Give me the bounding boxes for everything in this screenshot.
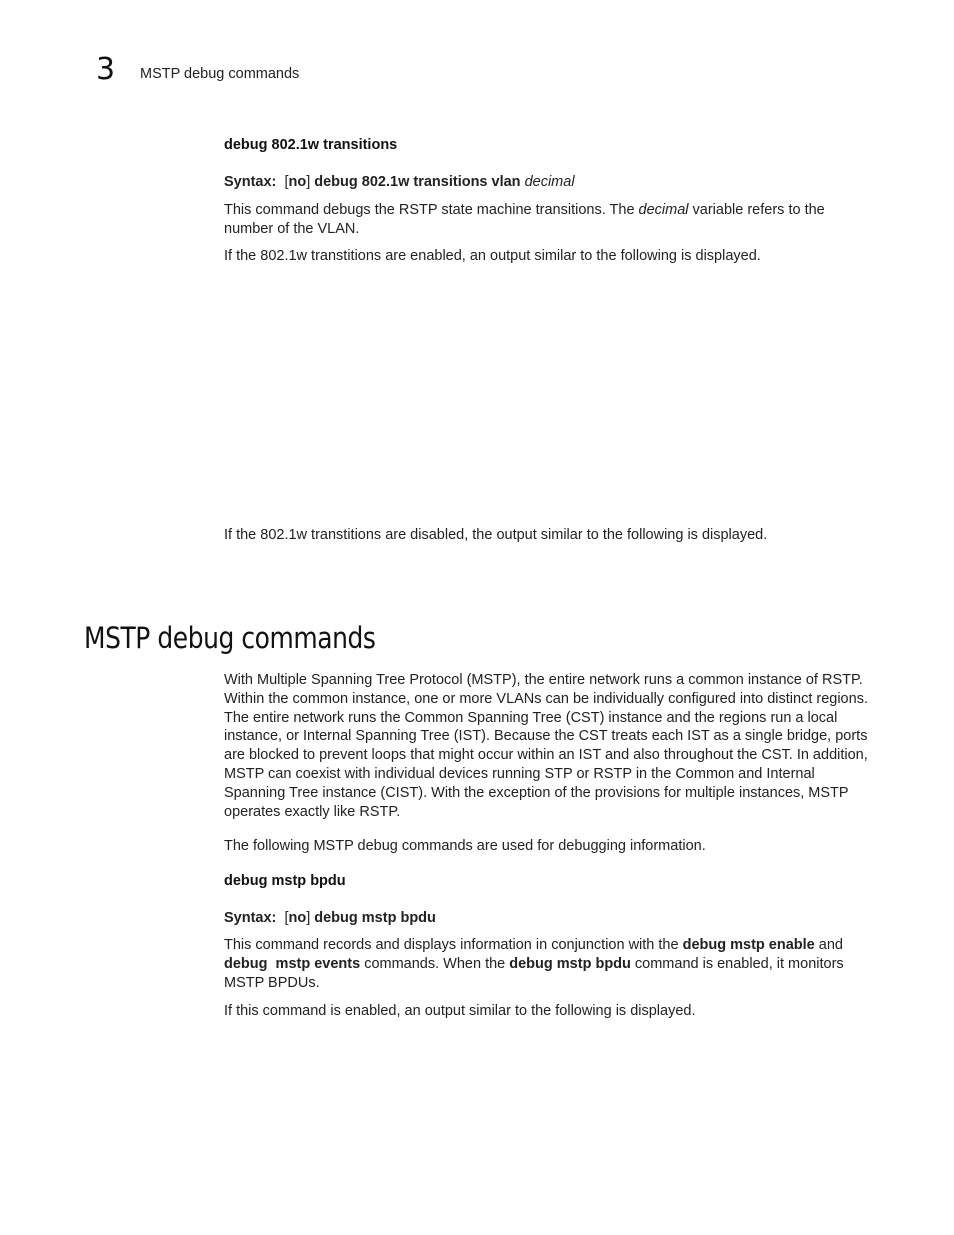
desc-text: This command debugs the RSTP state machine transitions. The <box>224 202 639 218</box>
syntax-bracket-open: [ <box>284 910 289 926</box>
chapter-number: 3 <box>96 52 116 87</box>
syntax-bracket-close: ] <box>306 910 311 926</box>
desc-command: debug mstp bpdu <box>509 955 631 972</box>
description-802-1w <box>224 201 870 239</box>
syntax-line-mstp-bpdu <box>224 909 870 928</box>
mstp-intro-paragraph: With Multiple Spanning Tree Protocol (MSTP), the entire network runs a common instance of RSTP. Within the common instance, one or more VLANs can be individually configured into distinct regions. The entire network runs the Common Spanning Tree (CST) instance and the regions run a local instance, or Internal Spanning Tree (IST). Because the CST treats each IST as a single bridge, ports are blocked to prevent loops that might occur within an IST and also throughout the CST. In addition, MSTP can coexist with individual devices running STP or RSTP in the Common and Internal Spanning Tree instance (CIST). With the exception of the provisions for multiple instances, MSTP operates exactly like RSTP. <box>224 672 868 820</box>
running-header-title: MSTP debug commands <box>140 66 300 82</box>
desc-command: debug mstp enable <box>682 937 815 953</box>
syntax-bracket-close: ] <box>306 174 311 190</box>
desc-command: debug mstp events <box>224 955 361 972</box>
syntax-line-802-1w <box>224 173 870 192</box>
syntax-variable: decimal <box>524 174 575 190</box>
desc-text: and <box>814 937 843 953</box>
desc-text: This command records and displays information in conjunction with the <box>224 937 683 953</box>
syntax-command: debug 802.1w transitions vlan <box>314 174 521 190</box>
desc-variable: decimal <box>638 202 689 218</box>
enabled-output-text: If the 802.1w transtitions are enabled, an output similar to the following is displayed. <box>224 248 761 264</box>
syntax-label: Syntax: <box>224 174 277 190</box>
description-mstp-bpdu <box>224 936 866 992</box>
syntax-no: no <box>288 910 307 926</box>
command-heading-802-1w: debug 802.1w transitions <box>224 137 398 153</box>
syntax-no: no <box>288 174 307 190</box>
section-title-mstp: MSTP debug commands <box>84 621 376 655</box>
mstp-following-text: The following MSTP debug commands are used for debugging information. <box>224 838 706 854</box>
syntax-bracket-open: [ <box>284 174 289 190</box>
syntax-command: debug mstp bpdu <box>314 910 436 926</box>
mstp-enabled-output-text: If this command is enabled, an output similar to the following is displayed. <box>224 1003 696 1019</box>
syntax-label: Syntax: <box>224 910 277 926</box>
disabled-output-text: If the 802.1w transtitions are disabled, the output similar to the following is displayed. <box>224 527 768 543</box>
desc-text: commands. When the <box>360 955 510 972</box>
desc-text: command is enabled, it monitors MSTP BPDUs. <box>224 955 844 991</box>
command-heading-mstp-bpdu: debug mstp bpdu <box>224 873 346 889</box>
desc-text: variable refers to the number of the VLAN. <box>224 202 825 237</box>
